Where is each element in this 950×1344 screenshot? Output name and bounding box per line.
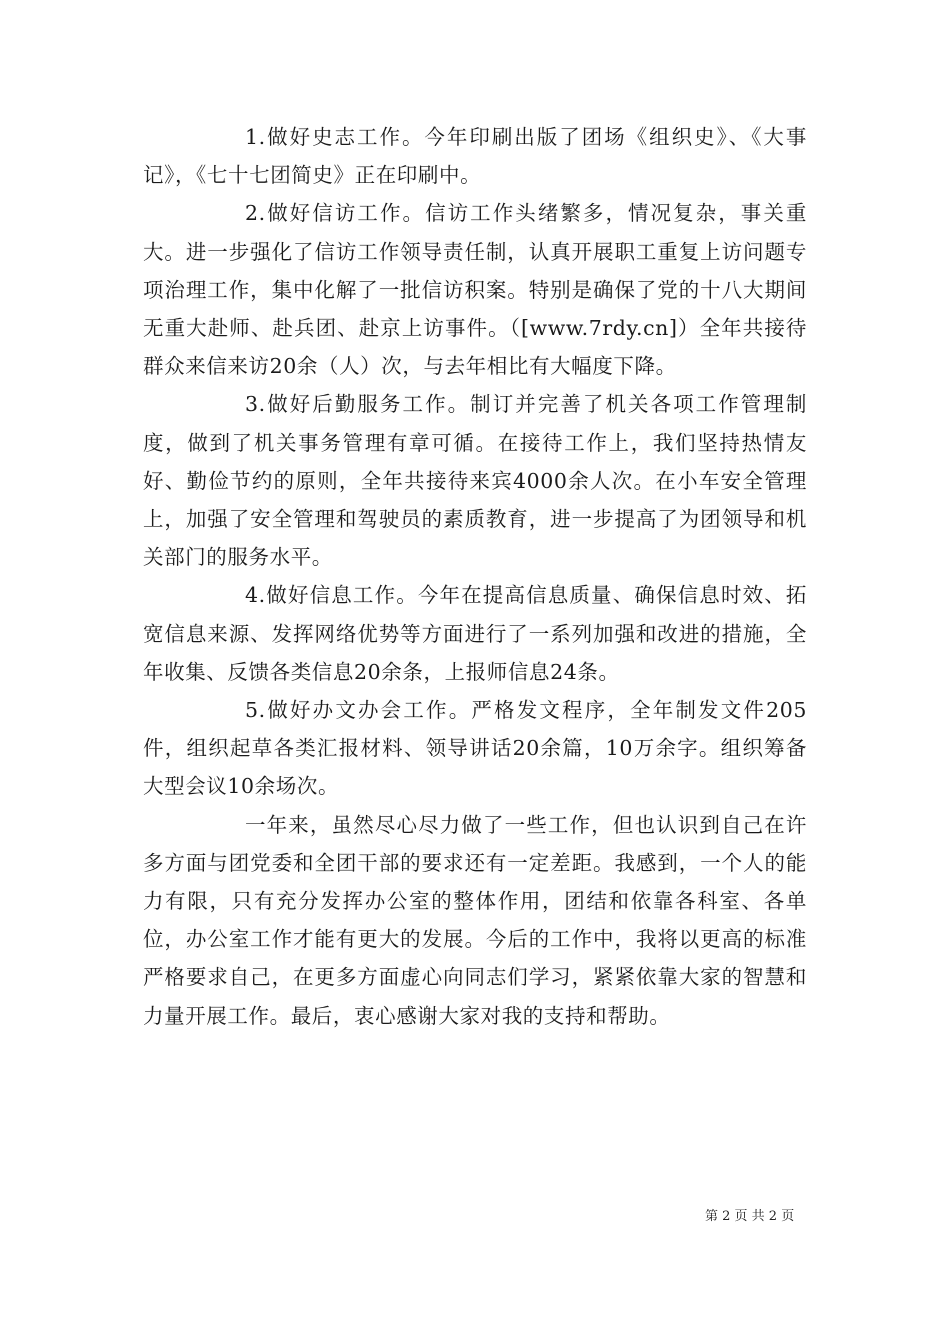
paragraph-history-records: 1.做好史志工作。今年印刷出版了团场《组织史》、《大事记》，《七十七团简史》正在印刷中。 bbox=[143, 125, 807, 188]
paragraph-documents-meetings: 5.做好办文办会工作。严格发文程序，全年制发文件205件，组织起草各类汇报材料、领导讲话20余篇，10万余字。组织筹备大型会议10余场次。 bbox=[143, 698, 807, 799]
document-body bbox=[143, 118, 807, 1035]
paragraph-logistics: 3.做好后勤服务工作。制订并完善了机关各项工作管理制度，做到了机关事务管理有章可循。在接待工作上，我们坚持热情友好、勤俭节约的原则，全年共接待来宾4000余人次。在小车安全管理上，加强了安全管理和驾驶员的素质教育，进一步提高了为团领导和机关部门的服务水平。 bbox=[143, 392, 807, 570]
paragraph-petitions: 2.做好信访工作。信访工作头绪繁多，情况复杂，事关重大。进一步强化了信访工作领导责任制，认真开展职工重复上访问题专项治理工作，集中化解了一批信访积案。特别是确保了党的十八大期间无重大赴师、赴兵团、赴京上访事件。（[www.7rdy.cn]）全年共接待群众来信来访20余（人）次，与去年相比有大幅度下降。 bbox=[143, 201, 807, 379]
paragraph-information: 4.做好信息工作。今年在提高信息质量、确保信息时效、拓宽信息来源、发挥网络优势等方面进行了一系列加强和改进的措施，全年收集、反馈各类信息20余条，上报师信息24条。 bbox=[143, 583, 807, 684]
page-number-footer: 第 2 页 共 2 页 bbox=[705, 1209, 795, 1224]
paragraph-conclusion: 一年来，虽然尽心尽力做了一些工作，但也认识到自己在许多方面与团党委和全团干部的要求还有一定差距。我感到，一个人的能力有限，只有充分发挥办公室的整体作用，团结和依靠各科室、各单位，办公室工作才能有更大的发展。今后的工作中，我将以更高的标准严格要求自己，在更多方面虚心向同志们学习，紧紧依靠大家的智慧和力量开展工作。最后，衷心感谢大家对我的支持和帮助。 bbox=[143, 812, 807, 1028]
